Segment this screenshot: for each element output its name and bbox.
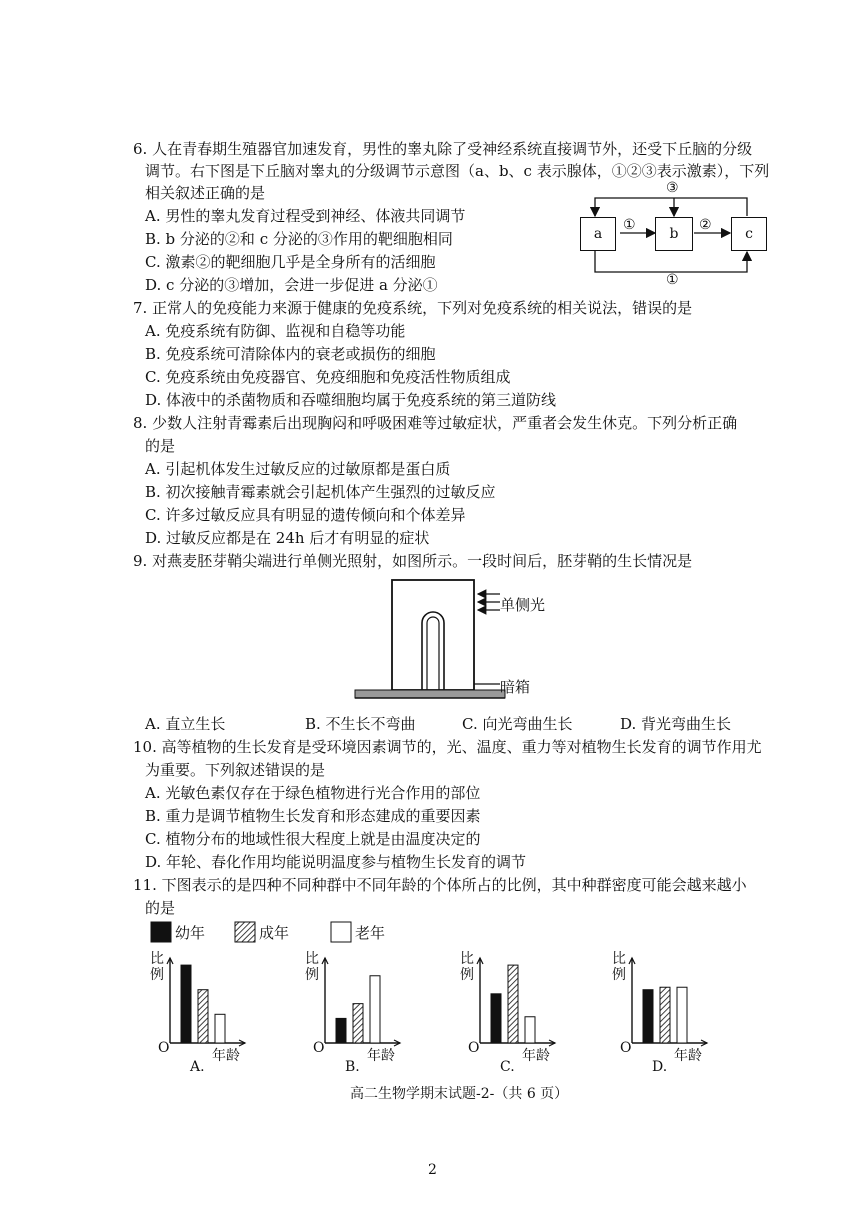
q6-option-d: D. c 分泌的③增加，会进一步促进 a 分泌① xyxy=(145,276,438,294)
q8-stem-line2: 的是 xyxy=(145,437,176,455)
coleoptile-dark-box-diagram xyxy=(350,578,510,708)
q7-stem: 7. 正常人的免疫能力来源于健康的免疫系统，下列对免疫系统的相关说法，错误的是 xyxy=(133,299,693,317)
q7-option-b: B. 免疫系统可清除体内的衰老或损伤的细胞 xyxy=(145,345,436,363)
y-label-bottom: 例 xyxy=(612,967,626,983)
bar-幼年 xyxy=(643,990,653,1043)
q10-stem-line1: 10. 高等植物的生长发育是受环境因素调节的，光、温度、重力等对植物生长发育的调节作用尤 xyxy=(133,738,762,756)
q9-option-a: A. 直立生长 xyxy=(145,715,226,733)
q8-option-d: D. 过敏反应都是在 24h 后才有明显的症状 xyxy=(145,529,430,547)
gland-c-box: c xyxy=(731,217,767,251)
x-label: 年龄 xyxy=(367,1048,395,1064)
y-label-top: 比 xyxy=(612,951,626,967)
y-label-bottom: 例 xyxy=(305,967,319,983)
q8-option-b: B. 初次接触青霉素就会引起机体产生强烈的过敏反应 xyxy=(145,483,496,501)
exam-footer: 高二生物学期末试题-2-（共 6 页） xyxy=(350,1086,569,1102)
q9-stem: 9. 对燕麦胚芽鞘尖端进行单侧光照射，如图所示。一段时间后，胚芽鞘的生长情况是 xyxy=(133,552,693,570)
bar-老年 xyxy=(525,1017,535,1043)
y-label-top: 比 xyxy=(305,951,319,967)
bar-老年 xyxy=(215,1014,225,1043)
bar-成年 xyxy=(353,1004,363,1043)
y-label-top: 比 xyxy=(460,951,474,967)
origin-label: O xyxy=(468,1040,480,1056)
bar-老年 xyxy=(677,987,687,1043)
legend-juvenile-label: 幼年 xyxy=(175,924,206,942)
q10-option-a: A. 光敏色素仅存在于绿色植物进行光合作用的部位 xyxy=(145,784,481,802)
bar-成年 xyxy=(198,990,208,1043)
gland-a-box: a xyxy=(580,217,616,251)
q6-option-b: B. b 分泌的②和 c 分泌的③作用的靶细胞相同 xyxy=(145,230,453,248)
q10-option-d: D. 年轮、春化作用均能说明温度参与植物生长发育的调节 xyxy=(145,853,527,871)
unilateral-light-label: 单侧光 xyxy=(500,596,546,614)
q11-stem-line1: 11. 下图表示的是四种不同种群中不同年龄的个体所占的比例，其中种群密度可能会越来越小 xyxy=(133,876,747,894)
hormone-1-label-top: ① xyxy=(623,217,636,233)
legend-juvenile-swatch xyxy=(151,922,171,942)
q8-option-a: A. 引起机体发生过敏反应的过敏原都是蛋白质 xyxy=(145,460,451,478)
x-label: 年龄 xyxy=(212,1048,240,1064)
bar-幼年 xyxy=(491,994,501,1043)
chart-title: B. xyxy=(345,1059,360,1075)
dark-box-label: 暗箱 xyxy=(500,678,531,696)
q7-option-a: A. 免疫系统有防御、监视和自稳等功能 xyxy=(145,322,406,340)
origin-label: O xyxy=(313,1040,325,1056)
y-label-top: 比 xyxy=(150,951,164,967)
q9-option-c: C. 向光弯曲生长 xyxy=(462,715,573,733)
bar-成年 xyxy=(508,965,518,1043)
origin-label: O xyxy=(620,1040,632,1056)
legend-old-swatch xyxy=(331,922,351,942)
bar-幼年 xyxy=(181,965,191,1043)
legend-old-label: 老年 xyxy=(355,924,386,942)
q8-option-c: C. 许多过敏反应具有明显的遗传倾向和个体差异 xyxy=(145,506,466,524)
q7-option-d: D. 体液中的杀菌物质和吞噬细胞均属于免疫系统的第三道防线 xyxy=(145,391,557,409)
y-label-bottom: 例 xyxy=(150,967,164,983)
x-label: 年龄 xyxy=(522,1048,550,1064)
chart-title: A. xyxy=(190,1059,205,1075)
gland-b-box: b xyxy=(655,217,693,251)
hormone-1-label-bottom: ① xyxy=(666,272,679,288)
hormone-2-label: ② xyxy=(699,217,712,233)
q6-option-c: C. 激素②的靶细胞几乎是全身所有的活细胞 xyxy=(145,253,436,271)
bar-幼年 xyxy=(336,1018,346,1043)
q10-stem-line2: 为重要。下列叙述错误的是 xyxy=(145,761,326,779)
origin-label: O xyxy=(158,1040,170,1056)
q9-option-d: D. 背光弯曲生长 xyxy=(620,715,732,733)
page-number: 2 xyxy=(428,1162,437,1178)
chart-title: D. xyxy=(652,1059,668,1075)
legend-adult-swatch xyxy=(235,922,255,942)
q10-option-b: B. 重力是调节植物生长发育和形态建成的重要因素 xyxy=(145,807,481,825)
x-label: 年龄 xyxy=(674,1048,702,1064)
q11-stem-line2: 的是 xyxy=(145,899,176,917)
q6-stem-line2: 调节。右下图是下丘脑对睾丸的分级调节示意图（a、b、c 表示腺体，①②③表示激素），下列 xyxy=(145,162,770,180)
q8-stem-line1: 8. 少数人注射青霉素后出现胸闷和呼吸困难等过敏症状，严重者会发生休克。下列分析正确 xyxy=(133,414,738,432)
q6-stem-line3: 相关叙述正确的是 xyxy=(145,184,266,202)
q10-option-c: C. 植物分布的地域性很大程度上就是由温度决定的 xyxy=(145,830,481,848)
q7-option-c: C. 免疫系统由免疫器官、免疫细胞和免疫活性物质组成 xyxy=(145,368,511,386)
y-label-bottom: 例 xyxy=(460,967,474,983)
q9-option-b: B. 不生长不弯曲 xyxy=(305,715,416,733)
bar-老年 xyxy=(370,976,380,1043)
bar-成年 xyxy=(660,987,670,1043)
q6-option-a: A. 男性的睾丸发育过程受到神经、体液共同调节 xyxy=(145,207,466,225)
chart-title: C. xyxy=(500,1059,515,1075)
q6-stem-line1: 6. 人在青春期生殖器官加速发育，男性的睾丸除了受神经系统直接调节外，还受下丘脑的分级 xyxy=(133,140,753,158)
hormone-3-label: ③ xyxy=(666,180,679,196)
legend-adult-label: 成年 xyxy=(259,924,290,942)
